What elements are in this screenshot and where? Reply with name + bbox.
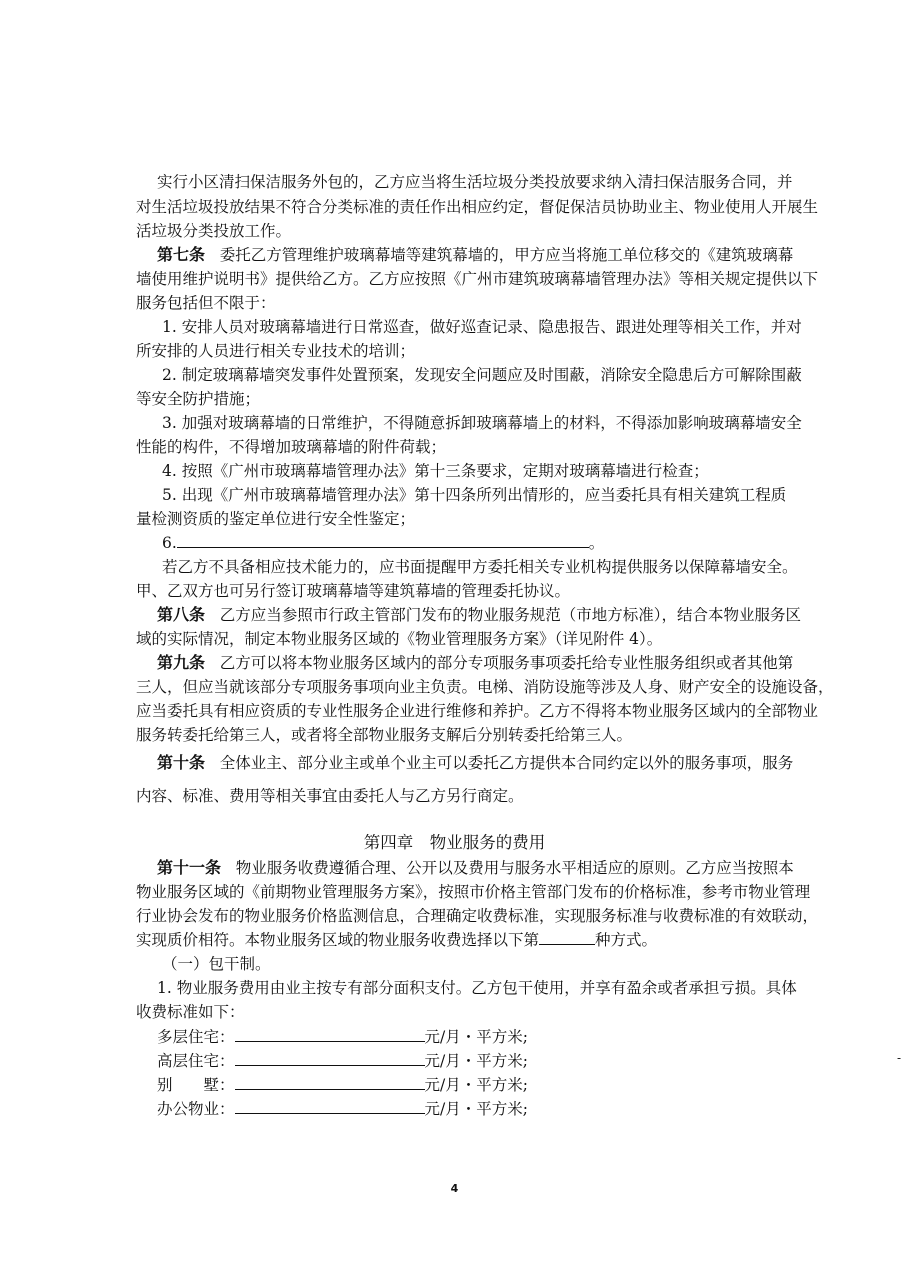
paragraph-line: 收费标准如下： (136, 1003, 245, 1021)
fee-row (157, 1025, 528, 1049)
fill-in-blank (235, 1097, 425, 1114)
fee-option-text: 实现质价相符。本物业服务区域的物业服务收费选择以下第 (136, 931, 540, 949)
paragraph-line: 等安全防护措施； (136, 390, 261, 408)
fill-in-blank (235, 1049, 425, 1066)
paragraph-line: 对生活垃圾投放结果不符合分类标准的责任作出相应约定，督促保洁员协助业主、物业使用人开展生 (136, 198, 819, 216)
paragraph-line: 行业协会发布的物业服务价格监测信息，合理确定收费标准，实现服务标准与收费标准的有效联动， (136, 907, 819, 925)
fee-unit: 元/月・平方米; (424, 1100, 528, 1118)
paragraph-line: 三人，但应当就该部分专项服务事项向业主负责。电梯、消防设施等涉及人身、财产安全的设施设备， (136, 678, 834, 696)
article-7-line (157, 243, 793, 267)
list-item: 2. 制定玻璃幕墙突发事件处置预案，发现安全问题应及时围蔽，消除安全隐患后方可解除围蔽 (162, 366, 802, 384)
list-item: 1. 安排人员对玻璃幕墙进行日常巡查，做好巡查记录、隐患报告、跟进处理等相关工作，并对 (162, 318, 802, 336)
fill-in-blank (235, 1073, 425, 1090)
edge-mark: - (897, 1051, 902, 1065)
article-10-heading: 第十条 (157, 753, 206, 772)
paragraph-line: 内容、标准、费用等相关事宜由委托人与乙方另行商定。 (136, 787, 524, 805)
article-9-text: 乙方可以将本物业服务区域内的部分专项服务事项委托给专业性服务组织或者其他第 (219, 654, 794, 672)
fee-row (157, 1097, 528, 1121)
paragraph-line: 服务包括但不限于： (136, 294, 276, 312)
article-9-line (157, 651, 793, 675)
fill-in-blank (177, 531, 589, 548)
fee-row (157, 1049, 528, 1073)
article-7-heading: 第七条 (157, 245, 206, 264)
fee-unit: 元/月・平方米; (424, 1076, 528, 1094)
subsection-heading: （一）包干制。 (162, 955, 271, 973)
fee-option-line (136, 928, 657, 952)
paragraph-line: 墙使用维护说明书》提供给乙方。乙方应按照《广州市建筑玻璃幕墙管理办法》等相关规定提供以下 (136, 270, 819, 288)
fee-unit: 元/月・平方米; (424, 1052, 528, 1070)
paragraph-line: 活垃圾分类投放工作。 (136, 222, 292, 240)
fee-label: 高层住宅： (157, 1052, 235, 1070)
fee-label: 别 墅： (157, 1076, 235, 1094)
paragraph-line: 域的实际情况，制定本物业服务区域的《物业管理服务方案》（详见附件 4）。 (136, 630, 663, 648)
fee-label: 办公物业： (157, 1100, 235, 1118)
paragraph-line: 应当委托具有相应资质的专业性服务企业进行维修和养护。乙方不得将本物业服务区域内的全部物业 (136, 702, 819, 720)
article-9-heading: 第九条 (157, 653, 206, 672)
paragraph-line: 实行小区清扫保洁服务外包的，乙方应当将生活垃圾分类投放要求纳入清扫保洁服务合同，并 (157, 173, 793, 191)
fill-in-blank (539, 928, 595, 945)
list-item: 5. 出现《广州市玻璃幕墙管理办法》第十四条所列出情形的，应当委托具有相关建筑工程质 (162, 486, 787, 504)
fee-row (157, 1073, 528, 1097)
article-11-heading: 第十一条 (157, 858, 222, 877)
paragraph-line: 甲、乙双方也可另行签订玻璃幕墙等建筑幕墙的管理委托协议。 (136, 582, 571, 600)
article-10-text: 全体业主、部分业主或单个业主可以委托乙方提供本合同约定以外的服务事项，服务 (219, 754, 794, 772)
fee-unit: 元/月・平方米; (424, 1028, 528, 1046)
paragraph-line: 服务转委托给第三人，或者将全部物业服务支解后分别转委托给第三人。 (136, 726, 633, 744)
page-number: 4 (450, 1182, 459, 1195)
list-item-blank (162, 531, 604, 555)
fill-in-blank (235, 1025, 425, 1042)
paragraph-line: 量检测资质的鉴定单位进行安全性鉴定； (136, 510, 416, 528)
list-item: 3. 加强对玻璃幕墙的日常维护，不得随意拆卸玻璃幕墙上的材料，不得添加影响玻璃幕墙安全 (162, 414, 802, 432)
paragraph-line: 1. 物业服务费用由业主按专有部分面积支付。乙方包干使用，并享有盈余或者承担亏损。具体 (157, 979, 797, 997)
paragraph-line: 物业服务区域的《前期物业管理服务方案》，按照市价格主管部门发布的价格标准，参考市物业管理 (136, 883, 811, 901)
list-number: 6. (162, 534, 177, 552)
paragraph-line: 若乙方不具备相应技术能力的，应书面提醒甲方委托相关专业机构提供服务以保障幕墙安全。 (162, 558, 798, 576)
article-11-line (157, 856, 794, 880)
article-8-line (157, 603, 801, 627)
period: 。 (588, 534, 605, 552)
fee-option-suffix: 种方式。 (595, 931, 658, 949)
article-10-line (157, 751, 793, 775)
article-8-heading: 第八条 (157, 605, 206, 624)
article-7-text: 委托乙方管理维护玻璃幕墙等建筑幕墙的，甲方应当将施工单位移交的《建筑玻璃幕 (219, 246, 794, 264)
paragraph-line: 所安排的人员进行相关专业技术的培训； (136, 342, 416, 360)
article-8-text: 乙方应当参照市行政主管部门发布的物业服务规范（市地方标准），结合本物业服务区 (219, 606, 802, 624)
chapter-title: 第四章 物业服务的费用 (363, 833, 546, 852)
paragraph-line: 性能的构件，不得增加玻璃幕墙的附件荷载； (136, 438, 447, 456)
article-11-text: 物业服务收费遵循合理、公开以及费用与服务水平相适应的原则。乙方应当按照本 (235, 859, 794, 877)
fee-label: 多层住宅： (157, 1028, 235, 1046)
list-item: 4. 按照《广州市玻璃幕墙管理办法》第十三条要求，定期对玻璃幕墙进行检查； (162, 462, 709, 480)
